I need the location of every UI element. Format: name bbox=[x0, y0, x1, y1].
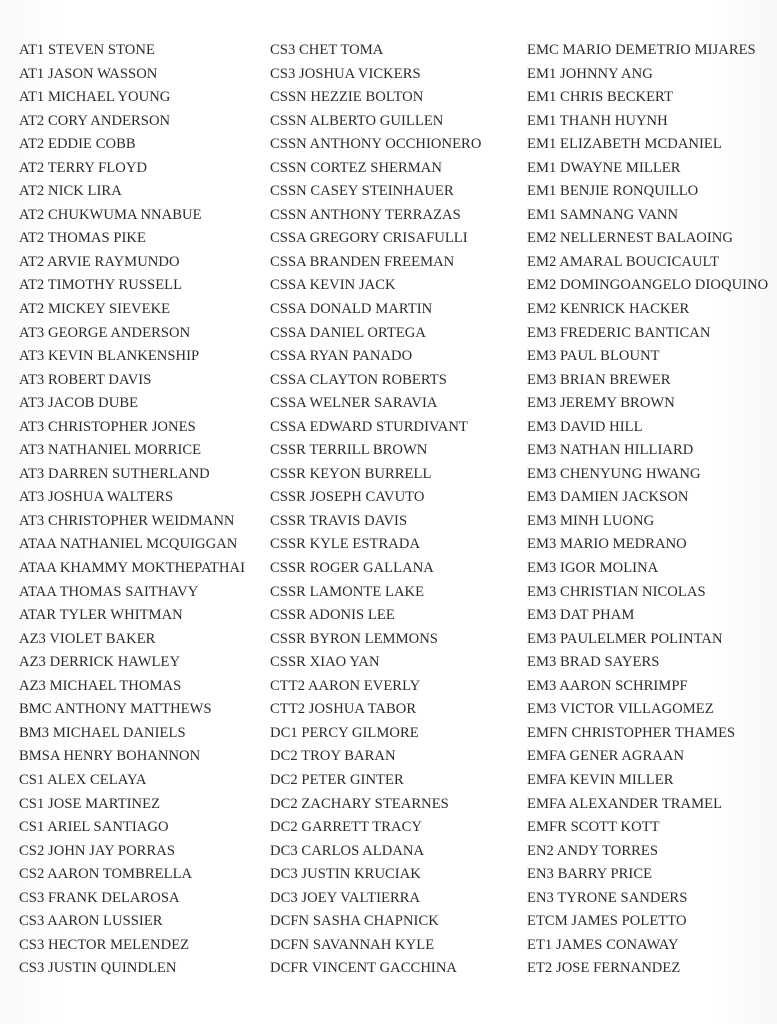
roster-entry: ATAR TYLER WHITMAN bbox=[19, 607, 183, 624]
roster-entry: DC2 ZACHARY STEARNES bbox=[270, 795, 449, 812]
roster-entry: EN2 ANDY TORRES bbox=[527, 842, 659, 859]
roster-entry: EM1 ELIZABETH MCDANIEL bbox=[527, 136, 722, 153]
roster-column-1 bbox=[19, 39, 264, 981]
roster-entry: CSSA RYAN PANADO bbox=[270, 348, 413, 365]
roster-entry: EMC MARIO DEMETRIO MIJARES bbox=[527, 42, 756, 58]
roster-entry: CSSA GREGORY CRISAFULLI bbox=[270, 230, 468, 247]
roster-entry: EM3 FREDERIC BANTICAN bbox=[527, 324, 711, 341]
roster-entry: DC2 GARRETT TRACY bbox=[270, 819, 422, 836]
roster-entry: CTT2 AARON EVERLY bbox=[270, 677, 421, 694]
roster-entry: EM1 SAMNANG VANN bbox=[527, 206, 679, 223]
roster-column-2 bbox=[270, 39, 525, 981]
roster-entry: CS3 JOSHUA VICKERS bbox=[270, 65, 421, 82]
roster-entry: AT1 JASON WASSON bbox=[19, 65, 158, 82]
roster-entry: CSSA CLAYTON ROBERTS bbox=[270, 371, 447, 388]
roster-entry: EM3 AARON SCHRIMPF bbox=[527, 677, 688, 694]
roster-entry: AT2 TIMOTHY RUSSELL bbox=[19, 277, 183, 294]
roster-entry: EN3 TYRONE SANDERS bbox=[527, 889, 688, 906]
roster-entry: CSSN ALBERTO GUILLEN bbox=[270, 112, 444, 129]
roster-entry: EM3 BRIAN BREWER bbox=[527, 371, 671, 388]
roster-entry: EM3 CHRISTIAN NICOLAS bbox=[527, 583, 706, 600]
roster-entry: EM3 DAT PHAM bbox=[527, 607, 635, 624]
roster-entry: EMFA GENER AGRAAN bbox=[527, 748, 685, 765]
roster-entry: EM1 CHRIS BECKERT bbox=[527, 89, 673, 106]
roster-entry: CSSN HEZZIE BOLTON bbox=[270, 89, 424, 106]
roster-entry: CS3 AARON LUSSIER bbox=[19, 913, 163, 930]
roster-entry: AT3 GEORGE ANDERSON bbox=[19, 324, 191, 341]
roster-entry: EM1 JOHNNY ANG bbox=[527, 65, 653, 82]
roster-entry: BMC ANTHONY MATTHEWS bbox=[19, 701, 212, 718]
roster-entry: DCFN SAVANNAH KYLE bbox=[270, 936, 435, 953]
roster-entry: AT3 KEVIN BLANKENSHIP bbox=[19, 348, 200, 365]
roster-entry: EM3 DAVID HILL bbox=[527, 418, 643, 435]
roster-entry: CS3 JUSTIN QUINDLEN bbox=[19, 960, 177, 977]
roster-entry: DCFR VINCENT GACCHINA bbox=[270, 960, 458, 977]
roster-entry: ETCM JAMES POLETTO bbox=[527, 913, 687, 930]
roster-entry: EM3 CHENYUNG HWANG bbox=[527, 465, 701, 482]
roster-entry: CS2 AARON TOMBRELLA bbox=[19, 866, 193, 883]
roster-entry: EMFR SCOTT KOTT bbox=[527, 819, 660, 836]
roster-entry: CSSN CORTEZ SHERMAN bbox=[270, 159, 442, 176]
roster-entry: AT2 CORY ANDERSON bbox=[19, 112, 171, 129]
roster-entry: AT1 MICHAEL YOUNG bbox=[19, 89, 171, 106]
roster-entry: EM3 NATHAN HILLIARD bbox=[527, 442, 694, 459]
roster-entry: EN3 BARRY PRICE bbox=[527, 866, 653, 883]
roster-entry: AT2 EDDIE COBB bbox=[19, 136, 136, 153]
roster-entry: EMFN CHRISTOPHER THAMES bbox=[527, 724, 736, 741]
roster-entry: EM3 VICTOR VILLAGOMEZ bbox=[527, 701, 714, 718]
roster-entry: CSSR ROGER GALLANA bbox=[270, 560, 434, 577]
roster-entry: EM1 THANH HUYNH bbox=[527, 112, 668, 129]
roster-entry: ET1 JAMES CONAWAY bbox=[527, 936, 679, 953]
roster-entry: EM3 PAUL BLOUNT bbox=[527, 348, 660, 365]
roster-entry: CS2 JOHN JAY PORRAS bbox=[19, 842, 175, 859]
roster-entry: CSSR XIAO YAN bbox=[270, 654, 380, 671]
roster-entry: CSSA WELNER SARAVIA bbox=[270, 395, 438, 412]
roster-entry: EM2 AMARAL BOUCICAULT bbox=[527, 253, 720, 270]
roster-entry: AT3 NATHANIEL MORRICE bbox=[19, 442, 202, 459]
roster-entry: CSSA DANIEL ORTEGA bbox=[270, 324, 426, 341]
roster-entry: AT2 NICK LIRA bbox=[19, 183, 122, 200]
roster-entry: AT3 ROBERT DAVIS bbox=[19, 371, 152, 388]
roster-entry: DC1 PERCY GILMORE bbox=[270, 724, 419, 741]
roster-entry: EM2 KENRICK HACKER bbox=[527, 301, 690, 318]
roster-entry: DCFN SASHA CHAPNICK bbox=[270, 913, 439, 930]
roster-entry: CSSA EDWARD STURDIVANT bbox=[270, 418, 468, 435]
roster-entry: AT3 CHRISTOPHER JONES bbox=[19, 418, 196, 435]
roster-entry: CS1 JOSE MARTINEZ bbox=[19, 795, 161, 812]
roster-entry: EM2 DOMINGOANGELO DIOQUINO bbox=[527, 277, 769, 294]
roster-entry: EMFA ALEXANDER TRAMEL bbox=[527, 795, 723, 812]
roster-entry: EM2 NELLERNEST BALAOING bbox=[527, 230, 733, 247]
roster-entry: CSSN ANTHONY OCCHIONERO bbox=[270, 136, 482, 153]
roster-entry: DC2 PETER GINTER bbox=[270, 771, 404, 788]
roster-entry: ATAA THOMAS SAITHAVY bbox=[19, 583, 199, 600]
roster-entry: AT3 CHRISTOPHER WEIDMANN bbox=[19, 512, 235, 529]
roster-entry: CS3 HECTOR MELENDEZ bbox=[19, 936, 190, 953]
roster-entry: DC2 TROY BARAN bbox=[270, 748, 396, 765]
roster-entry: AT3 JOSHUA WALTERS bbox=[19, 489, 174, 506]
roster-column-3 bbox=[527, 39, 775, 981]
roster-entry: EMFA KEVIN MILLER bbox=[527, 771, 674, 788]
roster-entry: ATAA NATHANIEL MCQUIGGAN bbox=[19, 536, 238, 553]
roster-entry: CSSA BRANDEN FREEMAN bbox=[270, 253, 455, 270]
roster-entry: EM3 BRAD SAYERS bbox=[527, 654, 660, 671]
roster-entry: AT3 JACOB DUBE bbox=[19, 395, 139, 412]
roster-entry: EM3 MINH LUONG bbox=[527, 512, 655, 529]
roster-entry: AT2 ARVIE RAYMUNDO bbox=[19, 253, 180, 270]
roster-entry: BM3 MICHAEL DANIELS bbox=[19, 724, 186, 741]
roster-entry: DC3 CARLOS ALDANA bbox=[270, 842, 425, 859]
roster-entry: ATAA KHAMMY MOKTHEPATHAI bbox=[19, 560, 245, 577]
roster-entry: CSSA KEVIN JACK bbox=[270, 277, 396, 294]
roster-entry: AT2 MICKEY SIEVEKE bbox=[19, 301, 171, 318]
roster-entry: DC3 JUSTIN KRUCIAK bbox=[270, 866, 421, 883]
roster-entry: EM1 DWAYNE MILLER bbox=[527, 159, 681, 176]
roster-entry: EM1 BENJIE RONQUILLO bbox=[527, 183, 699, 200]
roster-entry: CSSR KEYON BURRELL bbox=[270, 465, 432, 482]
roster-entry: CS1 ARIEL SANTIAGO bbox=[19, 819, 169, 836]
roster-entry: CSSN ANTHONY TERRAZAS bbox=[270, 206, 461, 223]
roster-entry: BMSA HENRY BOHANNON bbox=[19, 748, 201, 765]
roster-entry: CSSR TRAVIS DAVIS bbox=[270, 512, 408, 529]
roster-entry: CSSA DONALD MARTIN bbox=[270, 301, 433, 318]
roster-entry: EM3 DAMIEN JACKSON bbox=[527, 489, 689, 506]
roster-entry: CSSR BYRON LEMMONS bbox=[270, 630, 438, 647]
roster-entry: CSSR LAMONTE LAKE bbox=[270, 583, 425, 600]
roster-entry: CSSR ADONIS LEE bbox=[270, 607, 395, 624]
roster-entry: EM3 JEREMY BROWN bbox=[527, 395, 675, 412]
roster-entry: AT3 DARREN SUTHERLAND bbox=[19, 465, 210, 482]
roster-entry: DC3 JOEY VALTIERRA bbox=[270, 889, 421, 906]
roster-entry: CSSR JOSEPH CAVUTO bbox=[270, 489, 425, 506]
roster-entry: AT2 THOMAS PIKE bbox=[19, 230, 146, 247]
roster-entry: AT2 TERRY FLOYD bbox=[19, 159, 148, 176]
roster-entry: CS3 FRANK DELAROSA bbox=[19, 889, 180, 906]
roster-entry: AT1 STEVEN STONE bbox=[19, 42, 155, 58]
roster-entry: CS1 ALEX CELAYA bbox=[19, 771, 147, 788]
roster-entry: AT2 CHUKWUMA NNABUE bbox=[19, 206, 202, 223]
roster-entry: CSSN CASEY STEINHAUER bbox=[270, 183, 454, 200]
roster-entry: CSSR KYLE ESTRADA bbox=[270, 536, 421, 553]
roster-entry: CSSR TERRILL BROWN bbox=[270, 442, 428, 459]
roster-entry: ET2 JOSE FERNANDEZ bbox=[527, 960, 681, 977]
roster-entry: AZ3 VIOLET BAKER bbox=[19, 630, 156, 647]
roster-entry: CS3 CHET TOMA bbox=[270, 42, 384, 58]
roster-entry: EM3 PAULELMER POLINTAN bbox=[527, 630, 723, 647]
roster-entry: AZ3 MICHAEL THOMAS bbox=[19, 677, 182, 694]
roster-entry: EM3 IGOR MOLINA bbox=[527, 560, 659, 577]
roster-entry: EM3 MARIO MEDRANO bbox=[527, 536, 687, 553]
roster-entry: AZ3 DERRICK HAWLEY bbox=[19, 654, 181, 671]
roster-entry: CTT2 JOSHUA TABOR bbox=[270, 701, 417, 718]
